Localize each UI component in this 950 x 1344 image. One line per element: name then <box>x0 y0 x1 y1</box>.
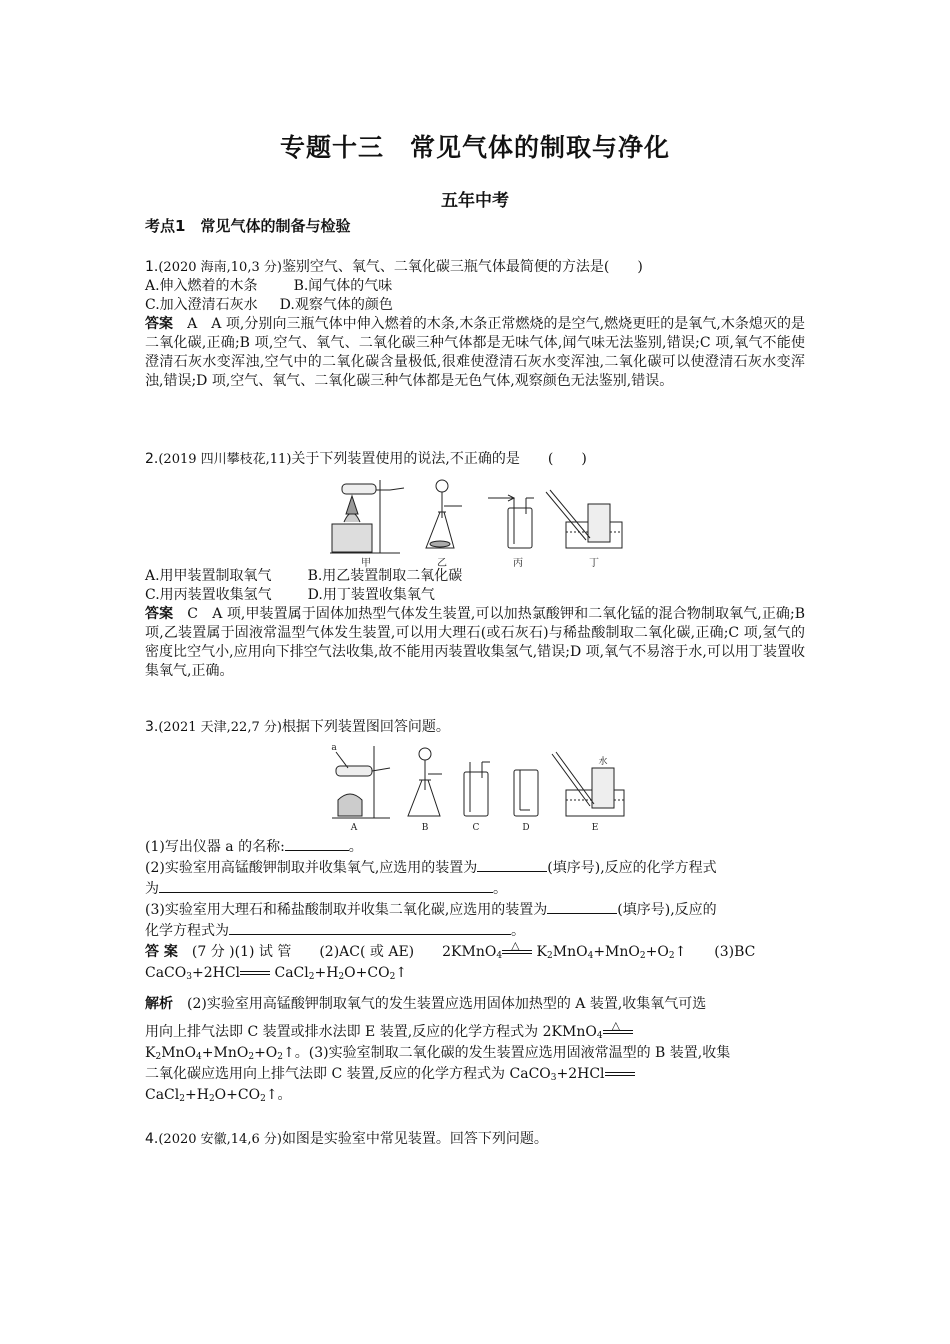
q2-label-yi: 乙 <box>437 558 447 569</box>
q3-label-water: 水 <box>598 757 608 767</box>
q3-analysis: 解析 (2)实验室用高锰酸钾制取氧气的发生装置应选用固体加热型的 A 装置,收集氧气可选 用向上排气法即 C 装置或排水法即 E 装置,反应的化学方程式为 2KMnO$_4$ △ $K_2MnO_4+MnO_2+O_2↑$。(3)实验室制取二氧化碳的发生装置应选用固液常温型的 B 装置,收集 二氧化碳应选用向上排气法即 C 装置,反应的化学方程式为 CaCO$_3$+2HCl $CaCl_2+H_2O+CO_2↑$。 <box>145 996 731 1104</box>
q2-option-d: D.用丁装置收集氧气 <box>307 587 435 603</box>
q3-blank-4 <box>547 899 617 914</box>
heating-condition-sign: △ <box>502 945 532 959</box>
q2-option-b: B.用乙装置制取二氧化碳 <box>307 568 463 584</box>
q3-part-1: (1)写出仪器 a 的名称: 。 <box>145 836 805 857</box>
equals-sign <box>240 966 270 980</box>
q3-blank-2 <box>477 857 547 872</box>
q3-blank-5 <box>229 920 511 935</box>
equals-sign-2 <box>605 1067 635 1081</box>
q2-label-ding: 丁 <box>589 558 599 569</box>
q3-label-E: E <box>591 823 599 833</box>
q2-label-bing: 丙 <box>513 558 523 569</box>
q3-answer: 答 案 (7 分 )(1) 试 管 (2)AC( 或 AE) 2KMnO$_4$ △ $K_2MnO_4+MnO_2+O_2↑$ (3)BC CaCO$_3$+2HCl $CaCl_2+H_2O+CO_2↑$ <box>145 939 756 982</box>
question-4: 4.(2020 安徽,14,6 分)如图是实验室中常见装置。回答下列问题。 <box>145 1131 548 1147</box>
question-1: 1.(2020 海南,10,3 分)鉴别空气、氧气、二氧化碳三瓶气体最简便的方法是( ) A.伸入燃着的木条 B.闻气体的气味 C.加入澄清石灰水 D.观察气体的颜色 答案 A A 项,分别向三瓶气体中伸入燃着的木条,木条正常燃烧的是空气,燃烧更旺的是氧气,木条熄灭的是二氧化碳,正确;B 项,空气、氧气、二氧化碳三种气体都是无味气体,闻气味无法鉴别,错误;C 项,氧气不能使澄清石灰水变浑浊,空气中的二氧化碳含量极低,很难使澄清石灰水变浑浊,二氧化碳可以使澄清石灰水变浑浊,错误;D 项,空气、氧气、二氧化碳三种气体都是无色气体,观察颜色无法鉴别,错误。 <box>145 259 806 389</box>
q2-option-a: A.用甲装置制取氧气 <box>145 568 272 584</box>
q2-apparatus-figure <box>328 474 628 570</box>
question-3-parts: (1)写出仪器 a 的名称: 。 (2)实验室用高锰酸钾制取并收集氧气,应选用的装置为 (填序号),反应的化学方程式 为 。 (3)实验室用大理石和稀盐酸制取并收集二氧化碳,应选用的装置为 (填序号),反应的 化学方程式为 。 <box>145 836 805 941</box>
q1-option-d: D.观察气体的颜色 <box>279 297 393 313</box>
q3-label-A: A <box>350 823 358 833</box>
q3-label-instrument-a: a <box>331 743 337 753</box>
section-subtitle: 五年中考 <box>441 191 509 211</box>
q3-apparatus-figure <box>330 740 630 834</box>
topic-heading: 考点1 常见气体的制备与检验 <box>145 217 351 235</box>
q3-label-B: B <box>421 823 429 833</box>
q1-option-a: A.伸入燃着的木条 <box>145 278 258 294</box>
question-2-options <box>145 567 805 681</box>
heating-condition-sign-2: △ <box>603 1025 633 1039</box>
q3-blank-1 <box>285 836 349 851</box>
question-2: 2.(2019 四川攀枝花,11)关于下列装置使用的说法,不正确的是 ( ) <box>145 451 587 467</box>
q2-label-jia: 甲 <box>361 558 371 569</box>
q1-option-b: B.闻气体的气味 <box>293 278 393 294</box>
page-title: 专题十三 常见气体的制取与净化 <box>279 133 670 162</box>
question-3: 3.(2021 天津,22,7 分)根据下列装置图回答问题。 <box>145 719 450 735</box>
q1-answer: 答案 A A 项,分别向三瓶气体中伸入燃着的木条,木条正常燃烧的是空气,燃烧更旺的是氧气,木条熄灭的是二氧化碳,正确;B 项,空气、氧气、二氧化碳三种气体都是无味气体,闻气味无法鉴别,错误;C 项,氧气不能使澄清石灰水变浑浊,空气中的二氧化碳含量极低,很难使澄清石灰水变浑浊,二氧化碳可以使澄清石灰水变浑浊,错误;D 项,空气、氧气、二氧化碳三种气体都是无色气体,观察颜色无法鉴别,错误。 <box>145 316 806 389</box>
q2-answer: 答案 C A 项,甲装置属于固体加热型气体发生装置,可以加热氯酸钾和二氧化锰的混合物制取氧气,正确;B 项,乙装置属于固液常温型气体发生装置,可以用大理石(或石灰石)与稀盐酸制取二氧化碳,正确;C 项,氢气的密度比空气小,应用向下排空气法收集,故不能用丙装置收集氢气,错误;D 项,氧气不易溶于水,可以用丁装置收集氧气,正确。 <box>145 606 806 679</box>
q3-label-C: C <box>472 823 480 833</box>
q3-blank-3 <box>159 878 493 893</box>
q3-part-3: (3)实验室用大理石和稀盐酸制取并收集二氧化碳,应选用的装置为 (填序号),反应的 <box>145 899 805 920</box>
q3-label-D: D <box>522 823 530 833</box>
q2-option-c: C.用丙装置收集氢气 <box>145 587 272 603</box>
q3-part-2: (2)实验室用高锰酸钾制取并收集氧气,应选用的装置为 (填序号),反应的化学方程式 <box>145 857 805 878</box>
q1-option-c: C.加入澄清石灰水 <box>145 297 258 313</box>
